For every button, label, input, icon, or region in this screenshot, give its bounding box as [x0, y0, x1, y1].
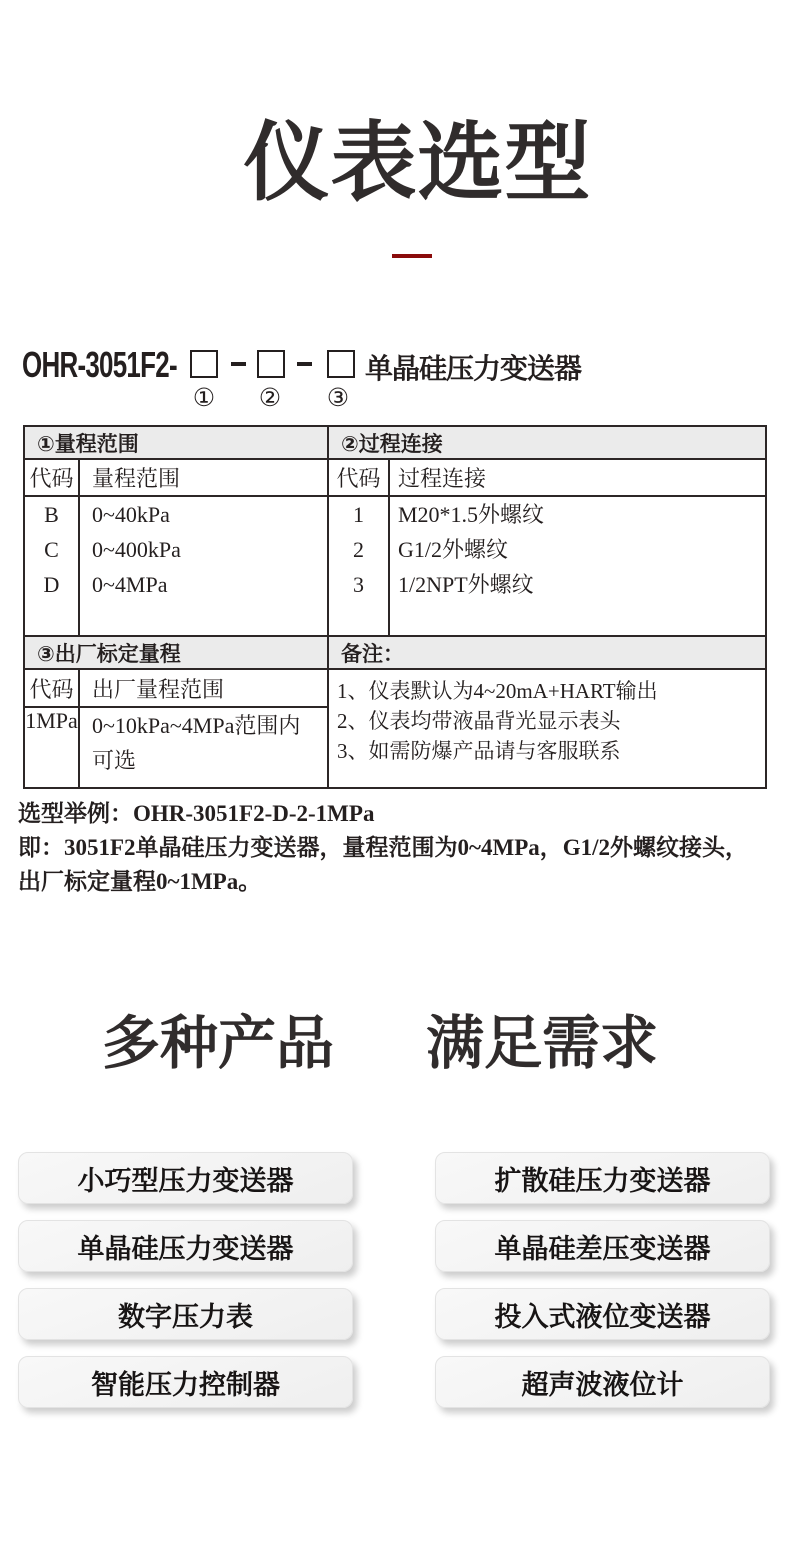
table-section2-subheader-row: [24, 669, 766, 707]
range-code: C: [44, 537, 59, 562]
range-value: 0~4MPa: [92, 572, 168, 597]
range-codes-cell: [24, 496, 79, 636]
model-prefix: OHR-3051F2-: [22, 344, 177, 385]
product-button-diffused-silicon-pressure-transmitter[interactable]: 扩散硅压力变送器: [435, 1152, 770, 1204]
product-button-monocrystalline-silicon-pressure-transmitter[interactable]: 单晶硅压力变送器: [18, 1220, 353, 1272]
connection-section-title: ②过程连接: [328, 426, 766, 459]
remark-note: 1、仪表默认为4~20mA+HART输出: [337, 679, 658, 703]
table-section1-header-row: [24, 426, 766, 459]
products-title-part1: 多种产品: [101, 1011, 334, 1076]
product-button-monocrystalline-silicon-dp-transmitter[interactable]: 单晶硅差压变送器: [435, 1220, 770, 1272]
model-slot-box-2: [257, 350, 285, 378]
remark-note: 2、仪表均带液晶背光显示表头: [337, 709, 621, 733]
slot-number-2: ②: [258, 385, 282, 412]
connection-code: 1: [353, 502, 364, 527]
title-accent-dash: [392, 254, 432, 258]
example-line3: 出厂标定量程0~1MPa。: [18, 869, 262, 894]
connection-value-header: 过程连接: [389, 459, 766, 496]
product-button-compact-pressure-transmitter[interactable]: 小巧型压力变送器: [18, 1152, 353, 1204]
page-title: 仪表选型: [243, 115, 592, 211]
connection-value: M20*1.5外螺纹: [398, 502, 545, 527]
calibration-section-title: ③出厂标定量程: [24, 636, 328, 669]
connection-code-header: 代码: [328, 459, 389, 496]
example-line2: 即：3051F2单晶硅压力变送器，量程范围为0~4MPa，G1/2外螺纹接头，: [18, 835, 749, 860]
products-title-part2: 满足需求: [426, 1011, 659, 1076]
example-label: 选型举例：: [18, 801, 133, 826]
calibration-value-cell: [79, 707, 328, 788]
range-code: B: [44, 502, 59, 527]
range-code-header: 代码: [24, 459, 79, 496]
slot-number-1: ①: [192, 385, 216, 412]
connection-values-cell: [389, 496, 766, 636]
product-button-ultrasonic-level-meter[interactable]: 超声波液位计: [435, 1356, 770, 1408]
calibration-value-line: 可选: [92, 748, 137, 773]
connection-code: 3: [353, 572, 364, 597]
example-line1: [18, 797, 778, 831]
slot-number-3: ③: [326, 385, 350, 412]
range-value: 0~400kPa: [92, 537, 181, 562]
model-slot-box-3: [327, 350, 355, 378]
model-separator-dash-1: [231, 362, 246, 366]
connection-codes-cell: [328, 496, 389, 636]
range-value: 0~40kPa: [92, 502, 170, 527]
table-section1-data-row: [24, 496, 766, 636]
connection-code: 2: [353, 537, 364, 562]
remarks-notes-cell: [328, 669, 766, 788]
model-separator-dash-2: [297, 362, 312, 366]
selection-example: [18, 797, 778, 899]
product-button-submersible-level-transmitter[interactable]: 投入式液位变送器: [435, 1288, 770, 1340]
range-section-title: ①量程范围: [24, 426, 328, 459]
calibration-code-header: 代码: [24, 669, 79, 707]
model-slot-box-1: [190, 350, 218, 378]
connection-value: 1/2NPT外螺纹: [398, 572, 534, 597]
remarks-section-title: 备注：: [328, 636, 766, 669]
calibration-value-line: 0~10kPa~4MPa范围内: [92, 713, 301, 738]
calibration-value-header: 出厂量程范围: [79, 669, 328, 707]
products-title: [0, 1012, 760, 1076]
table-section2-header-row: [24, 636, 766, 669]
selection-table: [23, 425, 767, 789]
product-button-grid: [18, 1152, 770, 1408]
product-button-digital-pressure-gauge[interactable]: 数字压力表: [18, 1288, 353, 1340]
example-model-code: OHR-3051F2-D-2-1MPa: [133, 801, 375, 826]
connection-value: G1/2外螺纹: [398, 537, 509, 562]
range-code: D: [43, 572, 60, 597]
product-button-smart-pressure-controller[interactable]: 智能压力控制器: [18, 1356, 353, 1408]
table-section1-subheader-row: [24, 459, 766, 496]
remark-note: 3、如需防爆产品请与客服联系: [337, 739, 621, 763]
model-suffix: 单晶硅压力变送器: [365, 353, 582, 384]
range-value-header: 量程范围: [79, 459, 328, 496]
range-values-cell: [79, 496, 328, 636]
calibration-code-cell: 1MPa: [24, 707, 79, 788]
